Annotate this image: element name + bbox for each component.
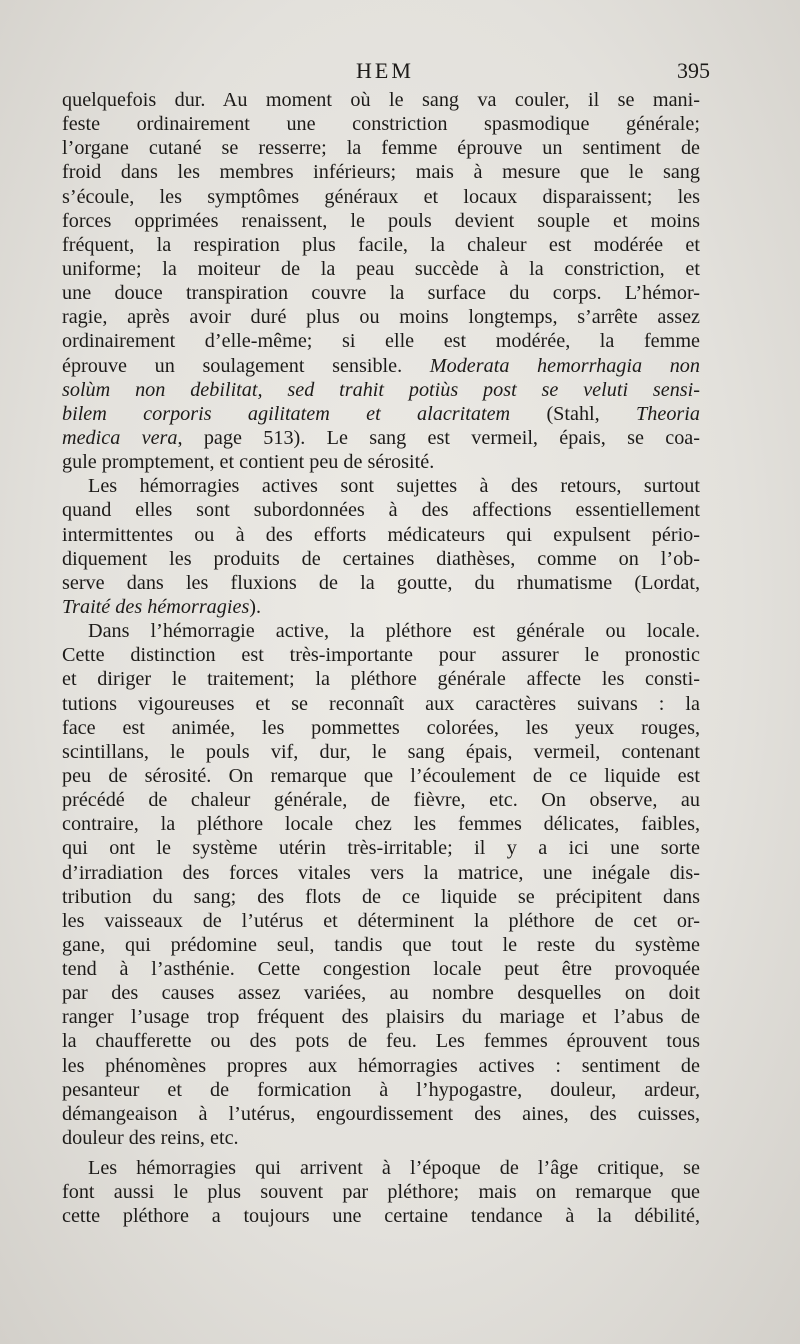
- body-text: [62, 88, 700, 1229]
- text-segment: tutions vigoureuses et se reconnaît aux caractères suivans : la: [62, 692, 700, 715]
- text-line: [62, 1204, 700, 1228]
- text-line: [62, 667, 700, 691]
- text-line: [62, 764, 700, 788]
- text-segment: Cette distinction est très-importante pour assurer le pronostic: [62, 644, 700, 667]
- text-line: [62, 354, 700, 378]
- text-segment: et diriger le traitement; la pléthore générale affecte les consti-: [62, 668, 700, 691]
- text-line: [62, 861, 700, 885]
- text-line: [62, 836, 700, 860]
- italic-segment: bilem corporis agilitatem et alacritatem: [62, 402, 511, 425]
- text-line: [62, 1156, 700, 1180]
- text-line: [62, 209, 700, 233]
- text-segment: quelquefois dur. Au moment où le sang va couler, il se mani-: [62, 89, 700, 111]
- text-line: [62, 523, 700, 547]
- text-line: [62, 257, 700, 281]
- running-head: HEM: [356, 58, 414, 83]
- text-segment: s’écoule, les symptômes généraux et locaux disparaissent; les: [62, 185, 700, 208]
- text-segment: ranger l’usage trop fréquent des plaisirs du mariage et l’abus de: [62, 1006, 700, 1029]
- text-line: [62, 740, 700, 764]
- text-line: [62, 788, 700, 812]
- text-line: [62, 885, 700, 909]
- text-segment: ).: [249, 595, 262, 618]
- text-segment: Les hémorragies actives sont sujettes à des retours, surtout: [88, 475, 700, 498]
- italic-segment: medica vera: [62, 426, 178, 449]
- text-line: [62, 88, 700, 112]
- text-segment: qui ont le système utérin très-irritable; il y a ici une sorte: [62, 837, 700, 860]
- text-line: [62, 1102, 700, 1126]
- text-segment: intermittentes ou à des efforts médicateurs qui expulsent pério-: [62, 523, 700, 546]
- text-segment: cette pléthore a toujours une certaine tendance à la débilité,: [62, 1205, 700, 1228]
- text-segment: ordinairement d’elle-même; si elle est modérée, la femme: [62, 330, 700, 353]
- text-segment: Les hémorragies qui arrivent à l’époque de l’âge critique, se: [88, 1157, 700, 1180]
- text-segment: démangeaison à l’utérus, engourdissement des aines, des cuisses,: [62, 1102, 700, 1125]
- italic-segment: Traité des hémorragies: [62, 595, 250, 618]
- text-line: [62, 1029, 700, 1053]
- text-segment: diquement les produits de certaines diathèses, comme on l’ob-: [62, 547, 700, 570]
- text-line: [62, 329, 700, 353]
- text-line: [62, 812, 700, 836]
- text-segment: froid dans les membres inférieurs; mais à mesure que le sang: [62, 161, 700, 184]
- text-line: [62, 185, 700, 209]
- text-line: [62, 643, 700, 667]
- text-line: [62, 1180, 700, 1204]
- text-segment: contraire, la pléthore locale chez les femmes délicates, faibles,: [62, 813, 700, 836]
- text-segment: la chaufferette ou des pots de feu. Les femmes éprouvent tous: [62, 1030, 700, 1053]
- text-line: [62, 136, 700, 160]
- text-segment: (Stahl,: [510, 402, 637, 425]
- italic-segment: Moderata hemorrhagia non: [429, 354, 700, 377]
- text-segment: scintillans, le pouls vif, dur, le sang épais, vermeil, contenant: [62, 740, 700, 763]
- text-segment: , page 513). Le sang est vermeil, épais, se coa-: [177, 426, 700, 449]
- text-segment: gule promptement, et contient peu de sérosité.: [62, 451, 435, 474]
- text-segment: gane, qui prédomine seul, tandis que tout le reste du système: [62, 933, 700, 956]
- italic-segment: Theoria: [636, 402, 700, 425]
- text-segment: tribution du sang; des flots de ce liquide se précipitent dans: [62, 885, 700, 908]
- text-line: [62, 233, 700, 257]
- text-line: [62, 160, 700, 184]
- text-segment: serve dans les fluxions de la goutte, du rhumatisme (Lordat,: [62, 571, 700, 594]
- text-segment: Dans l’hémorragie active, la pléthore est générale ou locale.: [88, 620, 700, 643]
- text-line: [62, 716, 700, 740]
- text-segment: pesanteur et de formication à l’hypogastre, douleur, ardeur,: [62, 1078, 700, 1101]
- text-line: [62, 378, 700, 402]
- text-segment: quand elles sont subordonnées à des affections essentiellement: [62, 499, 700, 522]
- text-line: [62, 1126, 700, 1150]
- text-segment: ragie, après avoir duré plus ou moins longtemps, s’arrête assez: [62, 306, 700, 329]
- text-line: [62, 571, 700, 595]
- page-number: 395: [677, 58, 710, 83]
- text-segment: les phénomènes propres aux hémorragies actives : sentiment de: [62, 1054, 700, 1077]
- text-line: [62, 426, 700, 450]
- page-header: [60, 58, 710, 92]
- text-line: [62, 909, 700, 933]
- text-line: [62, 1005, 700, 1029]
- text-line: [62, 498, 700, 522]
- text-segment: douleur des reins, etc.: [62, 1127, 239, 1150]
- text-line: [62, 547, 700, 571]
- text-line: [62, 281, 700, 305]
- text-segment: une douce transpiration couvre la surface du corps. L’hémor-: [62, 282, 700, 305]
- text-line: [62, 1078, 700, 1102]
- text-line: [62, 450, 700, 474]
- text-segment: fréquent, la respiration plus facile, la chaleur est modérée et: [62, 233, 700, 256]
- text-segment: forces opprimées renaissent, le pouls devient souple et moins: [62, 209, 700, 232]
- text-segment: peu de sérosité. On remarque que l’écoulement de ce liquide est: [62, 764, 700, 787]
- text-line: [62, 474, 700, 498]
- text-segment: éprouve un soulagement sensible.: [62, 354, 430, 377]
- text-segment: uniforme; la moiteur de la peau succède à la constriction, et: [62, 257, 700, 280]
- text-segment: font aussi le plus souvent par pléthore; mais on remarque que: [62, 1181, 700, 1204]
- text-segment: l’organe cutané se resserre; la femme éprouve un sentiment de: [62, 137, 700, 160]
- text-line: [62, 112, 700, 136]
- text-segment: les vaisseaux de l’utérus et déterminent la pléthore de cet or-: [62, 909, 700, 932]
- text-segment: face est animée, les pommettes colorées, les yeux rouges,: [62, 716, 700, 739]
- text-segment: feste ordinairement une constriction spasmodique générale;: [62, 113, 700, 136]
- text-segment: précédé de chaleur générale, de fièvre, etc. On observe, au: [62, 789, 700, 812]
- italic-segment: solùm non debilitat, sed trahit potiùs post se veluti sensi-: [62, 378, 700, 401]
- text-line: [62, 305, 700, 329]
- text-segment: d’irradiation des forces vitales vers la matrice, une inégale dis-: [62, 861, 700, 884]
- text-line: [62, 595, 700, 619]
- text-line: [62, 981, 700, 1005]
- text-line: [62, 957, 700, 981]
- text-segment: par des causes assez variées, au nombre desquelles on doit: [62, 982, 700, 1005]
- text-line: [62, 402, 700, 426]
- text-line: [62, 933, 700, 957]
- text-line: [62, 1054, 700, 1078]
- text-line: [62, 692, 700, 716]
- text-line: [62, 619, 700, 643]
- text-segment: tend à l’asthénie. Cette congestion locale peut être provoquée: [62, 958, 700, 981]
